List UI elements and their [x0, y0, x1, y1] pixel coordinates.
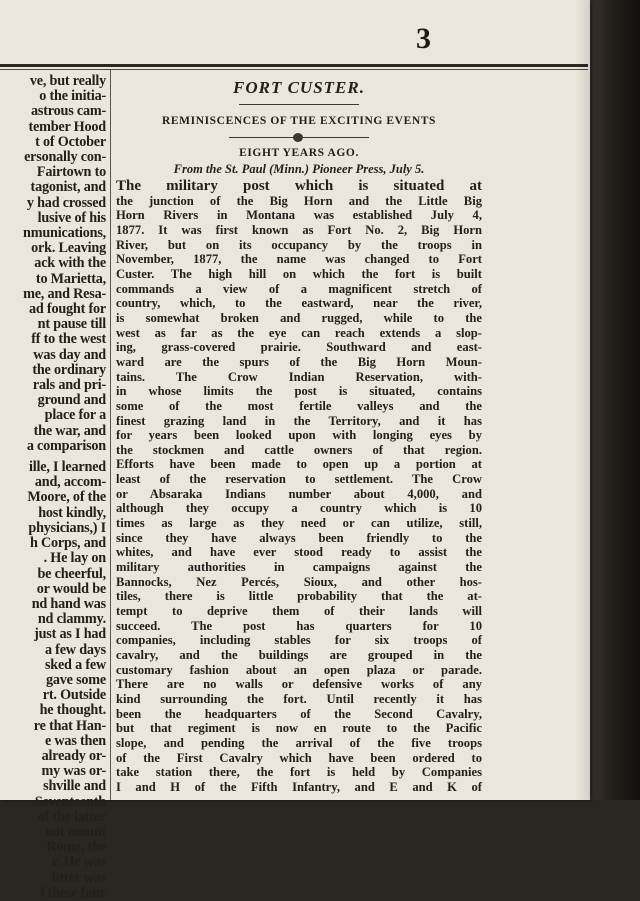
article-line: I and H of the Fifth Infantry, and E and K of — [116, 779, 482, 794]
page-number: 3 — [416, 22, 431, 55]
article-body — [116, 179, 482, 795]
left-column-line: Rome, the — [46, 839, 106, 856]
left-column-line: shville and — [43, 778, 106, 795]
left-column-line: tember Hood — [28, 118, 106, 135]
left-column-line: ille, I learned — [29, 459, 106, 476]
left-column-text — [0, 73, 106, 901]
left-column-line: h Corps, and — [29, 535, 106, 552]
article-line: Bannocks, Nez Percés, Sioux, and other hos- — [116, 574, 482, 589]
article-headline: FORT CUSTER. — [233, 78, 365, 97]
left-column-line: just as I had — [34, 626, 106, 643]
left-column-line: y had crossed — [26, 194, 106, 211]
left-column-line: not mount — [45, 823, 106, 840]
article-line: is somewhat broken and rugged, while to the — [116, 310, 482, 325]
article-line: whites, and have ever stood ready to assist the — [116, 545, 482, 560]
left-column-line: Fairtown to — [36, 164, 106, 181]
left-column-line: me, and Resa- — [23, 285, 106, 302]
left-column-line: or would be — [36, 580, 106, 597]
left-column-paragraph-1 — [0, 74, 106, 454]
article-source: From the St. Paul (Minn.) Pioneer Press, July 5. — [173, 162, 425, 176]
left-column-line: rals and pri- — [32, 377, 106, 394]
left-column-line: the ordinary — [32, 361, 106, 378]
header-rule — [0, 64, 588, 67]
left-column-line: t of October — [35, 133, 106, 150]
article-line: since they have always been friendly to the — [116, 530, 482, 545]
left-column-line: be cheerful, — [37, 565, 106, 582]
left-column-line: physicians,) I — [28, 519, 106, 536]
article-line: west as far as the eye can reach extends a slop- — [116, 325, 482, 340]
left-column-line: ersonally con- — [24, 149, 106, 166]
left-column-line: rt. Outside — [42, 687, 106, 704]
article-line: River, but on its occupancy by the troops in — [116, 237, 482, 252]
left-column-line: nt pause till — [37, 316, 106, 333]
article-line: the stockmen and cattle owners of that region. — [116, 442, 482, 457]
left-column-line: ack with the — [34, 255, 106, 272]
article-line: tempt to deprive them of their lands will — [116, 604, 482, 619]
left-column-line: nmunications, — [23, 225, 106, 242]
left-column-line: ork. Leaving — [31, 240, 106, 257]
article-line: There are no walls or defensive works of any — [116, 677, 482, 692]
left-column-line: nd clammy. — [37, 611, 106, 628]
background-edge — [588, 0, 640, 800]
left-column-line: place for a — [44, 407, 106, 424]
left-column-line: host kindly, — [38, 504, 106, 521]
left-column-line: the war, and — [33, 422, 106, 439]
left-column-line: l these four — [40, 884, 106, 901]
article-line: some of the most fertile valleys and the — [116, 398, 482, 413]
article-line: in whose limits the post is situated, contains — [116, 384, 482, 399]
left-column-line: ground and — [37, 392, 106, 409]
article-line: country, which, to the eastward, near the river, — [116, 296, 482, 311]
left-column-line: a few days — [44, 641, 106, 658]
article-line: commands a view of a magnificent stretch of — [116, 281, 482, 296]
left-column-line: Seventeenth — [34, 793, 106, 810]
column-divider — [110, 70, 111, 800]
article-line: Custer. The high hill on which the fort is built — [116, 266, 482, 281]
left-column-paragraph-2 — [0, 460, 106, 901]
left-column-line: gave some — [45, 671, 106, 688]
article-line: but that regiment is now en route to the Pacific — [116, 721, 482, 736]
left-column-line: ad fought for — [28, 301, 106, 318]
article-line: although they occupy a country which is 10 — [116, 501, 482, 516]
left-column-line: litter was — [51, 869, 106, 886]
article-line: succeed. The post has quarters for 10 — [116, 618, 482, 633]
left-column-line: already or- — [41, 747, 106, 764]
left-column-line: a comparison — [26, 437, 106, 454]
left-column-line: lusive of his — [37, 209, 106, 226]
left-column-line: Moore, of the — [27, 489, 106, 506]
left-column-line: re that Han- — [33, 717, 106, 734]
article-line: companies, including stables for six troops of — [116, 633, 482, 648]
left-column-line: nd hand was — [31, 595, 106, 612]
left-column-line: of the latter — [37, 808, 106, 825]
article-line: The military post which is situated at — [116, 178, 482, 194]
left-column-line: ff to the west — [31, 331, 106, 348]
article-line: tains. The Crow Indian Reservation, with- — [116, 369, 482, 384]
article-line: cavalry, and the buildings are grouped in the — [116, 648, 482, 662]
article-line: November, 1877, the name was changed to Fort — [116, 252, 482, 267]
article-line: customary fashion about an open plaza or parade. — [116, 662, 482, 677]
left-column-line: was day and — [33, 346, 106, 363]
article-column — [116, 74, 482, 800]
article-line: the junction of the Big Horn and the Little Big — [116, 193, 482, 208]
article-line: been the headquarters of the Second Cavalry, — [116, 706, 482, 721]
article-line: ing, grass-covered prairie. Southward and east- — [116, 340, 482, 355]
left-column-line: he thought. — [39, 702, 106, 719]
left-column-line: . He lay on — [43, 550, 106, 567]
left-column-line: astrous cam- — [31, 103, 106, 120]
article-line: of the First Cavalry which have been ordered to — [116, 750, 482, 765]
article-line: for years been looked upon with longing eyes by — [116, 428, 482, 443]
article-line: Efforts have been made to open up a portion at — [116, 457, 482, 472]
headline-rule — [239, 104, 359, 105]
left-column-line: r. He was — [51, 854, 106, 871]
left-column-line: ve, but really — [29, 73, 106, 89]
ornament-divider — [229, 133, 369, 143]
left-column-line: e was then — [44, 732, 106, 749]
article-subhead-2: EIGHT YEARS AGO. — [239, 147, 359, 159]
article-line: finest grazing land in the Territory, and it has — [116, 413, 482, 428]
article-line: slope, and pending the arrival of the five troops — [116, 735, 482, 750]
article-line: times as large as they need or can utilize, still, — [116, 516, 482, 531]
article-line: military authorities in campaigns against the — [116, 560, 482, 575]
article-subhead: REMINISCENCES OF THE EXCITING EVENTS — [161, 115, 437, 127]
article-line: tiles, there is little probability that the at- — [116, 589, 482, 604]
header-rule-thin — [0, 69, 588, 70]
left-column-line: and, accom- — [34, 474, 106, 491]
left-column-line: o the initia- — [39, 88, 106, 105]
article-line: Horn Rivers in Montana was established July 4, — [116, 208, 482, 223]
article-line: kind surrounding the fort. Until recently it has — [116, 691, 482, 706]
left-column-line: to Marietta, — [35, 270, 106, 287]
left-column-line: sked a few — [44, 656, 106, 673]
article-line: take station there, the fort is held by Companies — [116, 765, 482, 780]
left-column-line: tagonist, and — [30, 179, 106, 196]
left-column-line: my was or- — [41, 763, 106, 780]
article-line: ward are the spurs of the Big Horn Moun- — [116, 354, 482, 369]
article-line: 1877. It was first known as Fort No. 2, Big Horn — [116, 222, 482, 237]
article-line: least of the reservation to settlement. The Crow — [116, 472, 482, 487]
article-line: or Absaraka Indians number about 4,000, and — [116, 486, 482, 501]
